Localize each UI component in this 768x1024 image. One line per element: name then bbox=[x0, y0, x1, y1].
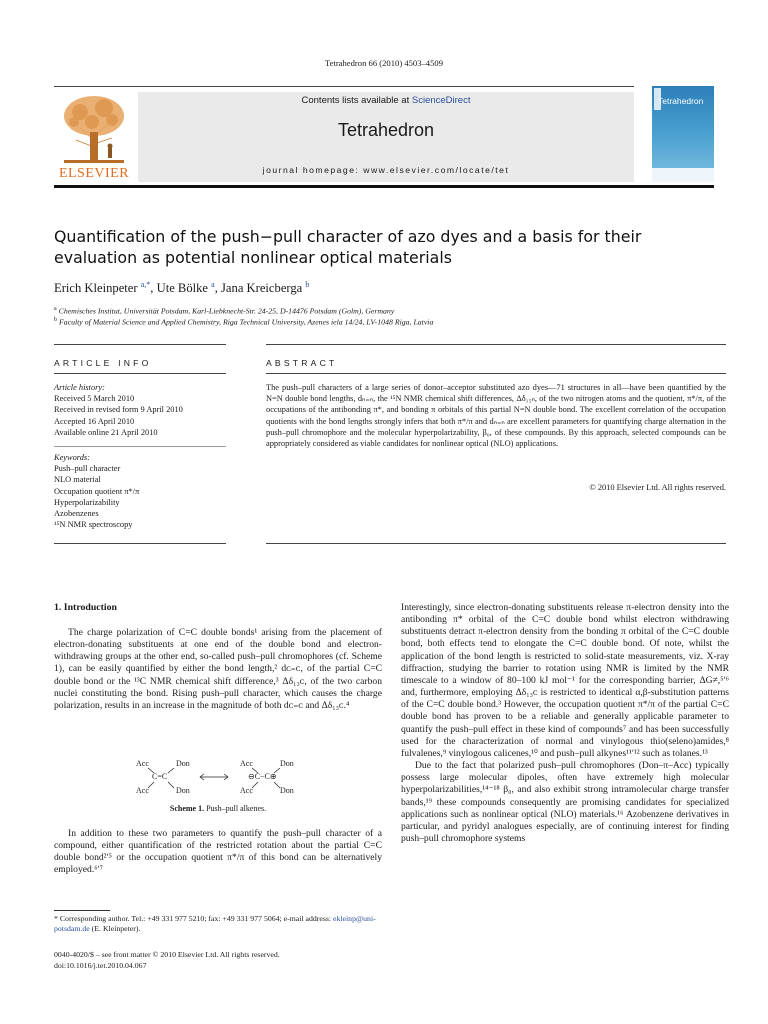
sciencedirect-link[interactable]: ScienceDirect bbox=[411, 95, 471, 106]
keyword: NLO material bbox=[54, 475, 101, 485]
author-affil-sup[interactable]: a bbox=[211, 280, 215, 289]
scheme-bond bbox=[168, 768, 174, 773]
author-affil-sup[interactable]: a,* bbox=[140, 280, 151, 289]
cover-title: Tetrahedron bbox=[658, 96, 704, 106]
abstract-rule-mid bbox=[266, 373, 726, 374]
affiliation-sup: a bbox=[54, 306, 57, 312]
history-entry: Received in revised form 9 April 2010 bbox=[54, 405, 183, 415]
affiliation-sup: b bbox=[54, 317, 57, 323]
scheme-bond bbox=[168, 782, 174, 788]
page-footer bbox=[54, 950, 394, 971]
article-info-heading: ARTICLE INFO bbox=[54, 358, 152, 368]
journal-citation: Tetrahedron 66 (2010) 4503–4509 bbox=[324, 58, 443, 68]
affiliation-text: Chemisches Institut, Universität Potsdam, Karl-Liebknecht-Str. 24-25, D-14476 Potsdam (Golm), Germany bbox=[58, 306, 395, 316]
contents-prefix: Contents lists available at bbox=[301, 95, 412, 106]
info-rule-keywords bbox=[54, 446, 226, 447]
masthead-thick-rule bbox=[54, 185, 714, 188]
keywords-block bbox=[54, 452, 226, 530]
keyword: Push–pull character bbox=[54, 464, 121, 474]
intro-paragraph-2 bbox=[54, 828, 382, 877]
footnote-suffix: (E. Kleinpeter). bbox=[89, 924, 141, 934]
contents-line bbox=[138, 95, 634, 106]
elsevier-wordmark: ELSEVIER bbox=[58, 166, 130, 181]
keyword: Occupation quotient π*/π bbox=[54, 486, 140, 496]
history-entry: Accepted 16 April 2010 bbox=[54, 416, 135, 426]
keyword: Azobenzenes bbox=[54, 509, 99, 519]
scheme-bond bbox=[252, 782, 258, 788]
affiliation-a bbox=[54, 306, 714, 316]
paragraph-text: Interestingly, since electron-donating substituents release π-electron density into the antibonding π* orbital of the C=C double bond whilst electron withdrawing substituents detract π-electron density from the bonding π orbital of the C=C double bond, both effects tend to elongate the C=C double bond. Of note, whilst the application of the bond length is restricted to solid-state measurements, viz. X-ray diffraction, studying the barrier to rotation using NMR is limited by the NMR timescale to a window of 80–100 kJ mol⁻¹ for the corresponding barrier, ΔG≠,⁵ʹ⁶ and, furthermore, employing Δδ₁₃ᴄ is restricted to identical α,β-substitution patterns of the C=C double bond.³ However, the occupation quotient π*/π of the partial C=C double bond has proven to be a reliable and generally applicable parameter to quantify the push–pull effect in these kind of compounds⁷ and has been successfully used for the characterization of normal and vinylogous thio(seleno)amides,⁸ fulvalenes,⁹ vinylogous calicenes,¹⁰ and push–pull alkynes¹¹ʹ¹² such as tolanes.¹³ bbox=[401, 602, 729, 759]
scheme-text: C=C bbox=[152, 772, 168, 781]
journal-cover-image bbox=[652, 86, 714, 182]
scheme-text: Don bbox=[280, 759, 294, 768]
keywords-label: Keywords: bbox=[54, 453, 90, 462]
scheme-bond bbox=[274, 782, 280, 788]
scheme-text: Don bbox=[176, 759, 190, 768]
paragraph-text: In addition to these two parameters to quantify the push–pull character of a compound, either quantification of the restricted rotation about the partial C=C double bond²ʹ⁵ or the occupation quotient π*/π of this bond can be alternatively employed.⁶ʹ⁷ bbox=[54, 828, 382, 876]
scheme-caption-text: Push–pull alkenes. bbox=[204, 804, 267, 813]
article-history bbox=[54, 382, 226, 438]
footer-doi-line[interactable]: doi:10.1016/j.tet.2010.04.067 bbox=[54, 960, 147, 970]
scheme-text: Don bbox=[280, 786, 294, 795]
scheme-text: Acc bbox=[240, 786, 253, 795]
title-line-2: evaluation as potential nonlinear optical materials bbox=[54, 248, 452, 267]
scheme-text: ⊖C−C⊕ bbox=[248, 772, 277, 781]
affiliation-text: Faculty of Material Science and Applied Chemistry, Riga Technical University, Azenes iela 14/24, LV-1048 Riga, Latvia bbox=[58, 317, 434, 327]
scheme-1-push-pull-alkenes bbox=[130, 758, 310, 798]
footnote-text: * Corresponding author. Tel.: +49 331 977 5210; fax: +49 331 977 5064; e-mail address: bbox=[54, 914, 334, 923]
masthead-rule bbox=[54, 86, 634, 87]
intro-paragraph-1 bbox=[54, 627, 382, 712]
history-label: Article history: bbox=[54, 383, 105, 392]
author-affil-sup[interactable]: b bbox=[305, 280, 310, 289]
scheme-bond bbox=[148, 782, 154, 788]
info-rule-bottom bbox=[54, 543, 226, 544]
scheme-text: Acc bbox=[136, 759, 149, 768]
journal-title: Tetrahedron bbox=[337, 120, 435, 140]
paragraph-text: The charge polarization of C=C double bonds¹ arising from the placement of electron-donating substituents at one end of the double bond and electron-withdrawing groups at the other end, so-called push–pull chromophores (cf. Scheme 1), can be easily quantified by either the bond length,² dᴄ₌ᴄ, of the partial C=C double bond or the ¹³C NMR chemical shift difference,³ Δδ₁₃ᴄ, of the two carbon nuclei constituting the bond. Rising push–pull character, which causes the charge polarization, results in an increase in the magnitude of both dᴄ₌ᴄ and Δδ₁₃ᴄ.⁴ bbox=[54, 627, 382, 711]
scheme-bond bbox=[274, 768, 280, 773]
author-name: Ute Bölke bbox=[156, 281, 209, 296]
section-heading-introduction: 1. Introduction bbox=[54, 602, 117, 613]
footnote-rule bbox=[54, 910, 110, 911]
title-line-1: Quantification of the push−pull character of azo dyes and a basis for their bbox=[54, 227, 642, 246]
history-entry: Received 5 March 2010 bbox=[54, 394, 135, 404]
abstract-rule-bottom bbox=[266, 543, 726, 544]
author-name: Jana Kreicberga bbox=[221, 281, 303, 296]
intro-paragraph-3 bbox=[401, 602, 729, 845]
keyword: ¹⁵N NMR spectroscopy bbox=[54, 520, 133, 530]
keyword: Hyperpolarizability bbox=[54, 497, 120, 507]
paper-title bbox=[54, 226, 714, 268]
footer-issn-line: 0040-4020/$ – see front matter © 2010 Elsevier Ltd. All rights reserved. bbox=[54, 950, 280, 959]
abstract-text: The push–pull characters of a large series of donor–acceptor substituted azo dyes—71 structures in all—have been quantified by the N=N double bond lengths, dₙ₌ₙ, the ¹⁵N NMR chemical shift differences, Δδ₁₅ₙ, of the two nitrogen atoms and the quotient, π*/π, of the occupations of the antibonding π*, and bonding π orbitals of this partial N=N double bond. The excellent correlation of the occupation quotients with the bond lengths strongly infers that both π*/π and dₙ₌ₙ are excellent parameters for quantifying charge alternation in the push–pull chromophore and the molecular hyperpolarizability, β₀, of these compounds. By this approach, selected compounds can be appropriately considered as viable candidates for nonlinear optical (NLO) applications. bbox=[266, 383, 726, 449]
abstract-rule-top bbox=[266, 344, 726, 345]
author-email-link[interactable]: ekleinp@uni-potsdam.de bbox=[54, 914, 376, 934]
affiliation-b bbox=[54, 317, 714, 327]
info-rule-top bbox=[54, 344, 226, 345]
scheme-text: Don bbox=[176, 786, 190, 795]
corresponding-author-footnote bbox=[54, 914, 382, 935]
abstract-copyright: © 2010 Elsevier Ltd. All rights reserved. bbox=[589, 483, 726, 492]
scheme-text: Acc bbox=[136, 786, 149, 795]
abstract-heading: ABSTRACT bbox=[266, 358, 338, 368]
author-name: Erich Kleinpeter bbox=[54, 281, 138, 296]
scheme-text: Acc bbox=[240, 759, 253, 768]
scheme-caption bbox=[54, 804, 382, 813]
history-entry: Available online 21 April 2010 bbox=[54, 427, 158, 437]
paragraph-text: Due to the fact that polarized push–pull chromophores (Don–π–Acc) typically possess large molecular dipoles, often have extremely high molecular hyperpolarizabilities,¹⁴⁻¹⁸ β₀, and also exhibit strong intramolecular charge transfer bands,¹⁹ these compounds consequently are promising candidates for specialized applications such as nonlinear optical (NLO) materials.¹⁶ Azobenzene derivatives in particular, and pyridyl analogues especially, are of continuing interest for finding push–pull chromophore systems bbox=[401, 760, 729, 844]
scheme-bond bbox=[148, 768, 154, 773]
journal-homepage[interactable]: journal homepage: www.elsevier.com/locate/tet bbox=[262, 165, 510, 175]
author-list: Erich Kleinpeter $^{a,*}$, Ute Bölke $^a$, Jana Kreicberga $^b$ bbox=[54, 280, 310, 296]
scheme-caption-label: Scheme 1. bbox=[169, 804, 205, 813]
info-rule-mid bbox=[54, 373, 226, 374]
cover-bottom bbox=[652, 168, 714, 182]
